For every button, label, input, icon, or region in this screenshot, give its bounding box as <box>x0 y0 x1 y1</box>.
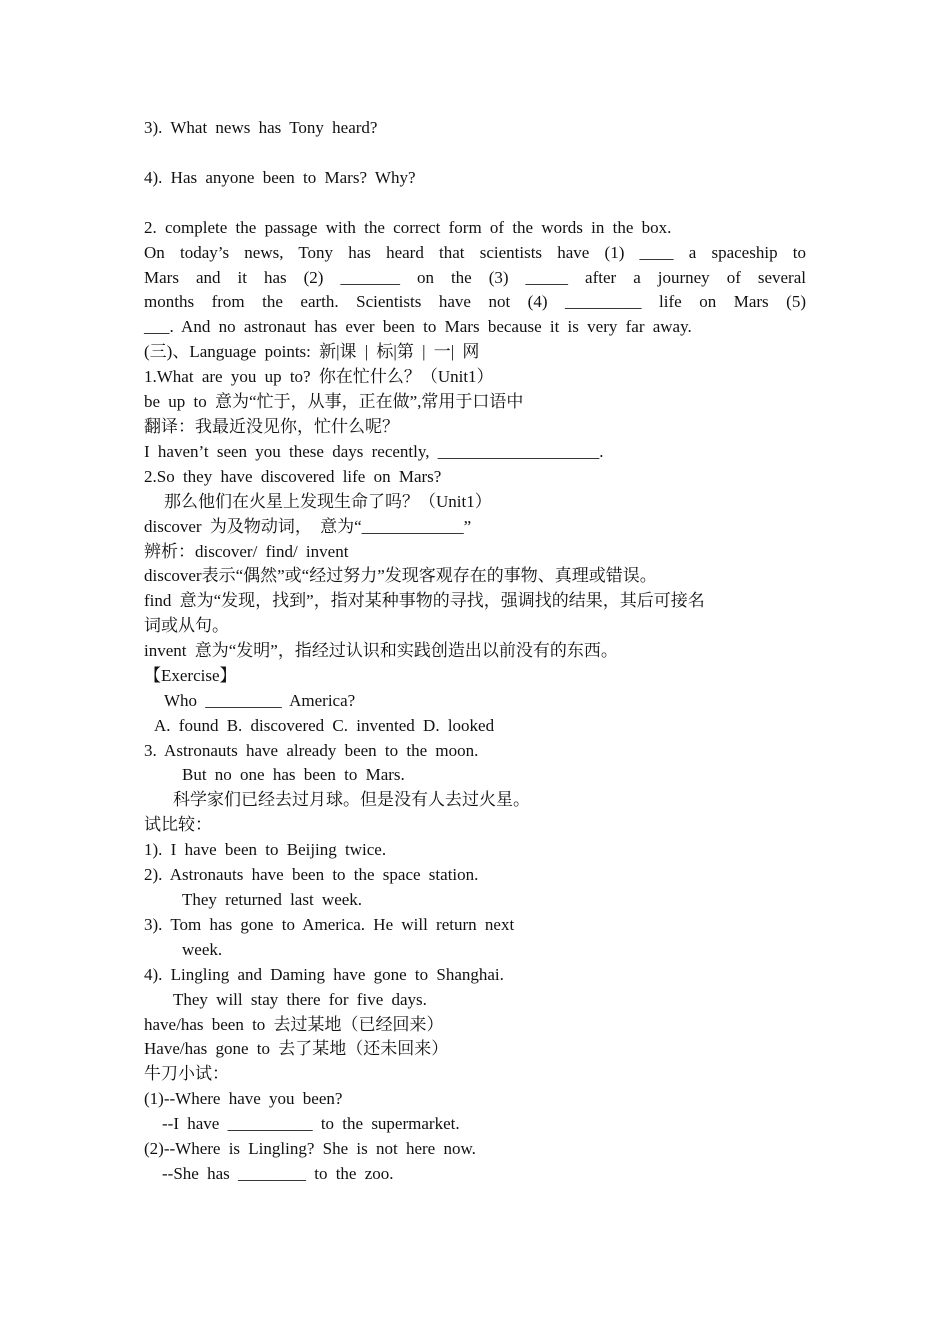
point-3-title: 3. Astronauts have already been to the moon. <box>144 741 479 760</box>
comparison-heading: 辨析：discover/ find/ invent <box>144 542 349 561</box>
discover-definition: discover 为及物动词， 意为“____________” <box>144 517 472 536</box>
point-1-title: 1.What are you up to? 你在忙什么？（Unit1） <box>144 367 494 386</box>
point-3-translation: 科学家们已经去过月球。但是没有人去过火星。 <box>173 790 530 809</box>
quiz-1-answer: --I have __________ to the supermarket. <box>162 1114 460 1133</box>
compare-example-3-cont: week. <box>182 940 223 959</box>
point-2-translation: 那么他们在火星上发现生命了吗？（Unit1） <box>164 492 492 511</box>
quiz-2-answer: --She has ________ to the zoo. <box>162 1164 394 1183</box>
exercise-heading: 【Exercise】 <box>144 666 237 685</box>
compare-example-4-cont: They will stay there for five days. <box>173 990 427 1009</box>
compare-example-1: 1). I have been to Beijing twice. <box>144 840 387 859</box>
translate-prompt: 翻译：我最近没见你，忙什么呢？ <box>144 417 399 436</box>
been-to-rule: have/has been to 去过某地（已经回来） <box>144 1015 444 1034</box>
compare-example-3: 3). Tom has gone to America. He will return next <box>144 915 515 934</box>
quiz-heading: 牛刀小试： <box>144 1064 229 1083</box>
discover-explanation: discover表示“偶然”或“经过努力”发现客观存在的事物、真理或错误。 <box>144 566 657 585</box>
gone-to-rule: Have/has gone to 去了某地（还未回来） <box>144 1039 449 1058</box>
find-explanation: find 意为“发现，找到”，指对某种事物的寻找，强调找的结果，其后可接名 <box>144 591 705 610</box>
translate-sentence: I haven’t seen you these days recently, ___________________. <box>144 442 604 461</box>
point-1-explanation: be up to 意为“忙于，从事，正在做”,常用于口语中 <box>144 392 524 411</box>
language-points-heading: (三)、Language points: 新|课 | 标|第 | 一| 网 <box>144 342 480 361</box>
passage-line-3: months from the earth. Scientists have not (4) _________ life on Mars (5) <box>144 292 806 311</box>
point-3-title-cont: But no one has been to Mars. <box>182 765 405 784</box>
quiz-1-question: (1)--Where have you been? <box>144 1089 343 1108</box>
question-4: 4). Has anyone been to Mars? Why? <box>144 168 416 187</box>
invent-explanation: invent 意为“发明”，指经过认识和实践创造出以前没有的东西。 <box>144 641 618 660</box>
passage-line-4: ___. And no astronaut has ever been to Mars because it is very far away. <box>144 317 692 336</box>
compare-example-4: 4). Lingling and Daming have gone to Shanghai. <box>144 965 504 984</box>
question-3: 3). What news has Tony heard? <box>144 118 378 137</box>
exercise-question: Who _________ America? <box>164 691 356 710</box>
point-2-title: 2.So they have discovered life on Mars? <box>144 467 442 486</box>
quiz-2-question: (2)--Where is Lingling? She is not here now. <box>144 1139 476 1158</box>
find-explanation-cont: 词或从句。 <box>144 616 229 635</box>
compare-example-2: 2). Astronauts have been to the space station. <box>144 865 479 884</box>
passage-line-2: Mars and it has (2) _______ on the (3) _____ after a journey of several <box>144 268 806 287</box>
compare-heading: 试比较： <box>144 815 212 834</box>
exercise-options: A. found B. discovered C. invented D. looked <box>154 716 495 735</box>
passage-line-1: On today’s news, Tony has heard that scientists have (1) ____ a spaceship to <box>144 243 806 262</box>
compare-example-2-cont: They returned last week. <box>182 890 363 909</box>
task-2-heading: 2. complete the passage with the correct form of the words in the box. <box>144 218 672 237</box>
